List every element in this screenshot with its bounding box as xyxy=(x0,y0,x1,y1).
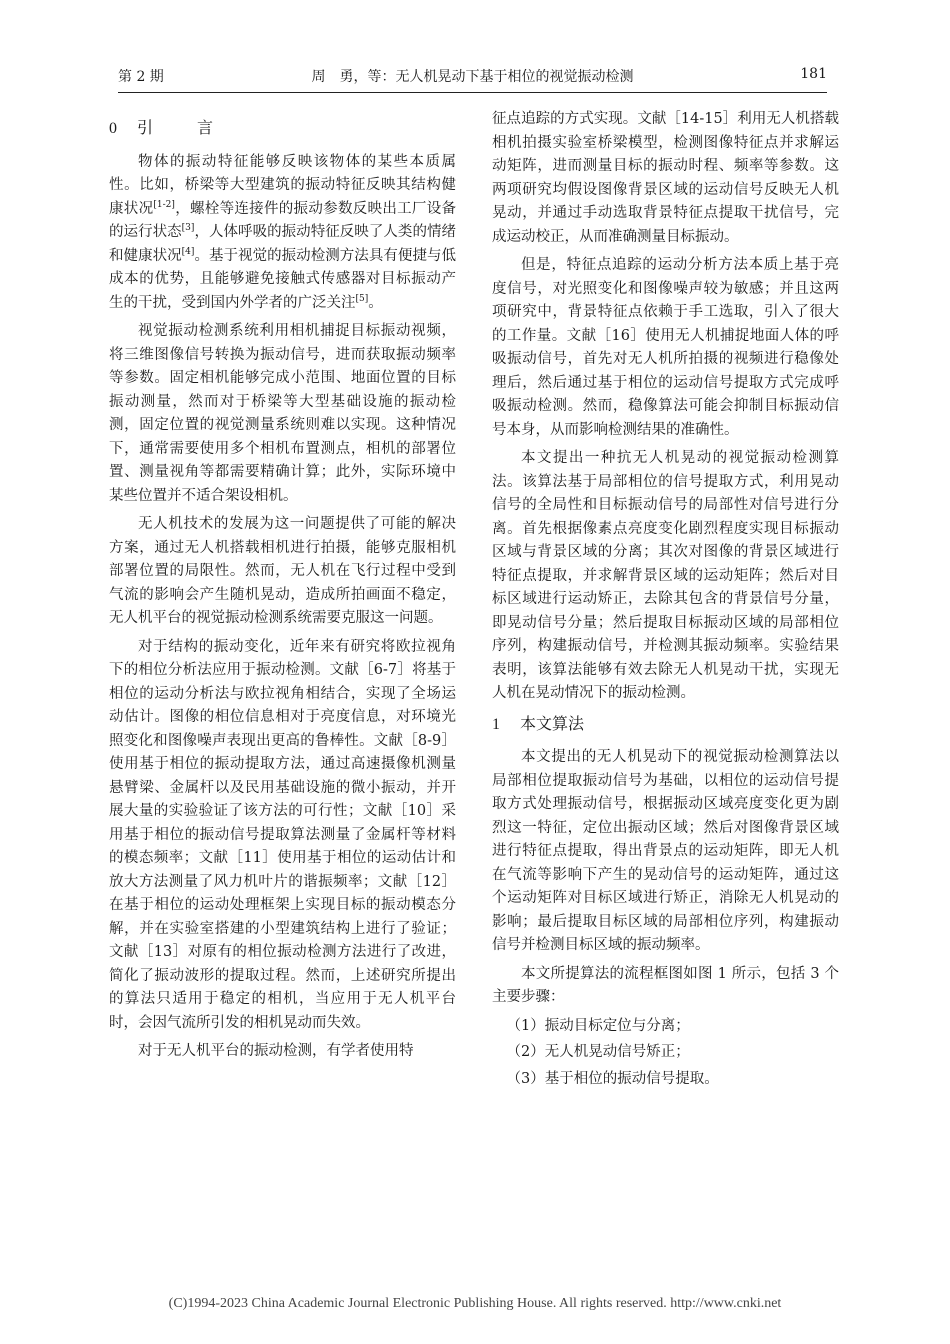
step-item: （2）无人机晃动信号矫正； xyxy=(506,1044,690,1060)
citation: [1-2] xyxy=(153,199,175,210)
paragraph: 无人机技术的发展为这一问题提供了可能的解决方案，通过无人机搭载相机进行拍摄，能够克服相机部署位置的局限性。然而，无人机在飞行过程中受到气流的影响会产生随机晃动，造成所拍画面不稳定，无人机平台的视觉振动检测系统需要克服这一问题。 xyxy=(109,516,456,626)
left-column xyxy=(109,108,456,1069)
paragraph: 征点追踪的方式实现。文献［14-15］利用无人机搭载相机拍摄实验室桥梁模型，检测图像特征点并求解运动矩阵，进而测量目标的振动时程、频率等参数。这两项研究均假设图像背景区域的运动信号反映无人机晃动，并通过手动选取背景特征点提取干扰信号，完成运动校正，从而准确测量目标振动。 xyxy=(492,111,839,245)
paragraph xyxy=(109,151,456,316)
text-run: ，螺栓等连接件的振动参数反映出工厂设备的运行状态 xyxy=(109,200,457,240)
text-run: 。基于视觉的振动检测方法具有便捷与低成本的优势，且能够避免接触式传感器对目标振动产生的干扰，受到国内外学者的广泛关注 xyxy=(109,247,457,311)
text-run: ，人体呼吸的振动特征反映了人类的情绪和健康状况 xyxy=(109,224,457,264)
running-title: 周 勇，等：无人机晃动下基于相位的视觉振动检测 xyxy=(311,69,634,85)
section-number: 0 xyxy=(109,120,117,137)
text-run: 物体的振动特征能够反映该物体的某些本质属性。比如，桥梁等大型建筑的振动特征反映其结构健康状况 xyxy=(109,153,456,217)
paragraph: 本文所提算法的流程框图如图 1 所示，包括 3 个主要步骤： xyxy=(492,965,839,1005)
paragraph: 本文提出一种抗无人机晃动的视觉振动检测算法。该算法基于局部相位的信号提取方式，利用晃动信号的全局性和目标振动信号的局部性对信号进行分离。首先根据像素点亮度变化剧烈程度实现目标振动区域与背景区域的分离；其次对图像的背景区域进行特征点提取，并求解背景区域的运动矩阵；然后对目标区域进行运动矫正，去除其包含的背景信号分量，即晃动信号分量；然后提取目标振动区域的局部相位序列，构建振动信号，并检测其振动频率。实验结果表明，该算法能够有效去除无人机晃动干扰，实现无人机在晃动情况下的振动检测。 xyxy=(492,450,839,701)
running-header xyxy=(118,62,827,93)
citation: [3] xyxy=(181,223,195,234)
paragraph: 但是，特征点追踪的运动分析方法本质上基于亮度信号，对光照变化和图像噪声较为敏感；并且这两项研究中，背景特征点依赖于手工选取，引入了很大的工作量。文献［16］使用无人机捕捉地面人体的呼吸振动信号，首先对无人机所拍摄的视频进行稳像处理后，然后通过基于相位的运动信号提取方式完成呼吸振动检测。然而，稳像算法可能会抑制目标振动信号本身，从而影响检测结果的准确性。 xyxy=(492,257,839,438)
paragraph: 对于无人机平台的振动检测，有学者使用特 xyxy=(138,1043,414,1059)
issue-number: 第 2 期 xyxy=(118,69,164,85)
paragraph: 本文提出的无人机晃动下的视觉振动检测算法以局部相位提取振动信号为基础，以相位的运动信号提取方式处理振动信号，根据振动区域亮度变化更为剧烈这一特征，定位出振动区域；然后对图像背景区域进行特征点提取，得出背景点的运动矩阵，即无人机在气流等影响下产生的晃动信号的运动矩阵，通过这个运动矩阵对目标区域进行矫正，消除无人机晃动的影响；最后提取目标区域的局部相位序列，构建振动信号并检测目标区域的振动频率。 xyxy=(492,749,839,953)
section-number: 1 xyxy=(492,715,500,733)
copyright-footer: (C)1994-2023 China Academic Journal Electronic Publishing House. All rights reserved. http://www.cnki.net xyxy=(168,1296,782,1311)
section-heading-algorithm xyxy=(492,712,839,737)
citation: [5] xyxy=(355,293,369,304)
step-item: （3）基于相位的振动信号提取。 xyxy=(506,1070,719,1087)
page-number: 181 xyxy=(800,66,827,82)
right-column xyxy=(492,108,839,1094)
paragraph: 视觉振动检测系统利用相机捕捉目标振动视频，将三维图像信号转换为振动信号，进而获取振动频率等参数。固定相机能够完成小范围、地面位置的目标振动测量，然而对于桥梁等大型基础设施的振动检测，固定位置的视觉测量系统则难以实现。这种情况下，通常需要使用多个相机布置测点，相机的部署位置、测量视角等都需要精确计算；此外，实际环境中某些位置并不适合架设相机。 xyxy=(109,323,456,504)
citation: [4] xyxy=(181,246,195,257)
section-title: 本文算法 xyxy=(520,713,585,733)
section-title: 引 言 xyxy=(137,118,228,137)
text-run: 。 xyxy=(368,294,383,311)
paragraph: 对于结构的振动变化，近年来有研究将欧拉视角下的相位分析法应用于振动检测。文献［6-7］将基于相位的运动分析法与欧拉视角相结合，实现了全场运动估计。图像的相位信息相对于亮度信息，对环境光照变化和图像噪声表现出更高的鲁棒性。文献［8-9］使用基于相位的振动提取方法，通过高速摄像机测量悬臂梁、金属杆以及民用基础设施的微小振动，并开展大量的实验验证了该方法的可行性；文献［10］采用基于相位的振动信号提取算法测量了金属杆等材料的模态频率；文献［11］使用基于相位的运动估计和放大方法测量了风力机叶片的谐振频率；文献［12］在基于相位的运动处理框架上实现目标的振动模态分解，并在实验室搭建的小型建筑结构上进行了验证；文献［13］对原有的相位振动检测方法进行了改进，简化了振动波形的提取过程。然而，上述研究所提出的算法只适用于稳定的相机，当应用于无人机平台时，会因气流所引发的相机晃动而失效。 xyxy=(109,638,456,1031)
section-heading-introduction xyxy=(109,116,456,141)
step-item: （1）振动目标定位与分离； xyxy=(506,1017,690,1034)
